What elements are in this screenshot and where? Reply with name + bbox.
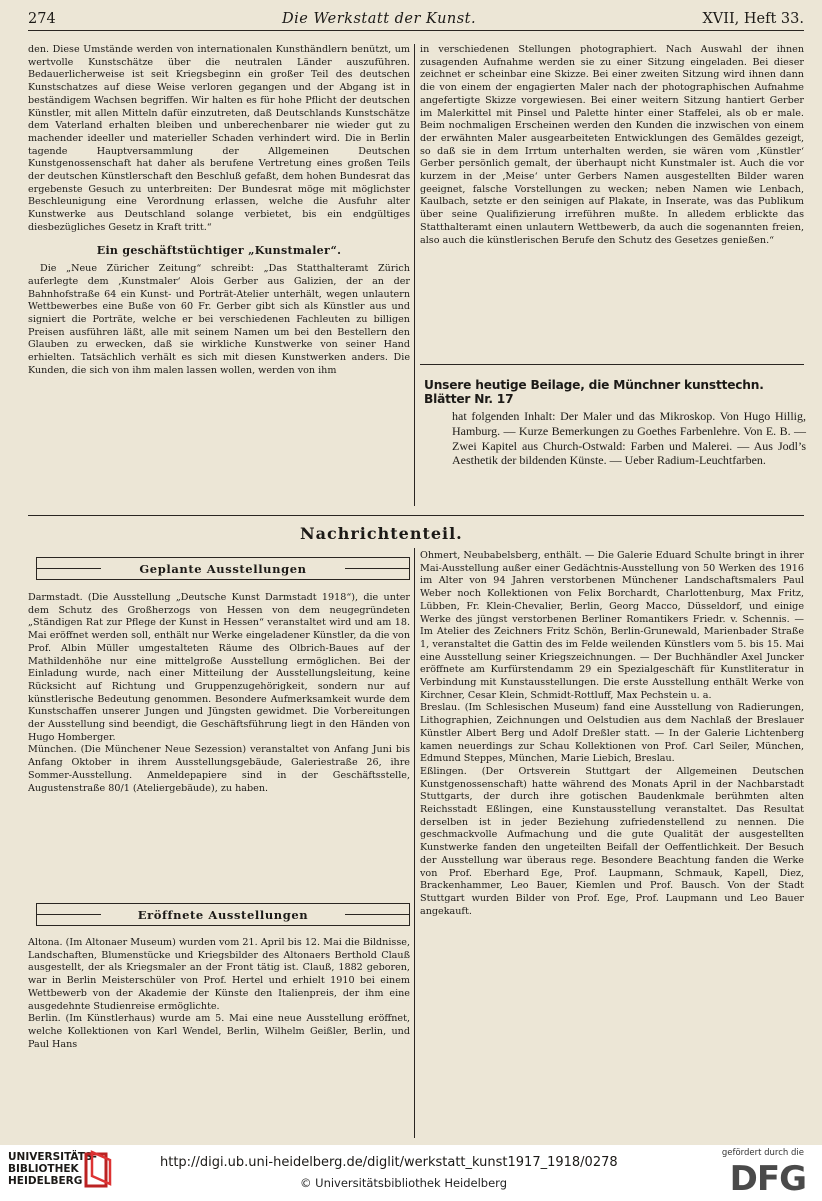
heading-opened-exhibitions: Eröffnete Ausstellungen [137, 907, 309, 922]
dfg-logo: DFG [729, 1159, 806, 1199]
heading-box-opened [36, 903, 410, 926]
left-top-column [28, 44, 410, 507]
article-continuation: den. Diese Umstände werden von internationalen Kunsthändlern benützt, um wertvolle Kunstschätze über die neutralen Länder auszuführen. Bedauerlicherweise ist seit Kriegsbeginn ein großer Teil des deutschen Kunstschatzes auf diese Weise verloren gegangen und der Abgang ist in beständigem Wachsen begriffen. Wir halten es für hohe Pflicht der deutschen Künstler, mit allen Mitteln dafür einzutreten, daß Deutschlands Kunstschätze dem Vaterland erhalten bleiben und unberechenbarer nie wieder gut zu machender ideeller und materieller Schaden verhindert wird. Die in Berlin tagende Hauptversammlung der Allgemeinen Deutschen Kunstgenossenschaft hat daher als berufene Vertretung eines großen Teils der deutschen Künstlerschaft den Beschluß gefaßt, dem hohen Bundesrat das ergebenste Gesuch zu unterbreiten: Der Bundesrat möge mit möglichster Beschleunigung eine Verordnung erlassen, welche die Ausfuhr alter Kunstwerke aus Deutschland solange verbietet, bis ein endgültiges diesbezügliches Gesetz in Kraft tritt.“ [28, 44, 410, 233]
right-bottom-column [420, 550, 804, 1138]
news-altona: Altona. (Im Altonaer Museum) wurden vom 21. April bis 12. Mai die Bildnisse, Landschaften, Blumenstücke und Kriegsbilder des Altonaers Berthold Clauß ausgestellt, der als Kriegsmaler an der Front tätig ist. Clauß, 1882 geboren, war in Berlin Meisterschüler von Prof. Hertel und erhielt 1910 bei einem Wettbewerb von der Akademie der Künste den Italienpreis, der ihm eine ausgedehnte Studienreise ermöglichte. [28, 937, 410, 1012]
library-name: UNIVERSITÄTS- BIBLIOTHEK HEIDELBERG [8, 1151, 97, 1187]
heading-box-planned [36, 557, 410, 580]
running-title: Die Werkstatt der Kunst. [282, 11, 477, 27]
article-subheading: Ein geschäftstüchtiger „Kunstmaler“. [96, 243, 342, 257]
beilage-body: hat folgenden Inhalt: Der Maler und das Mikroskop. Von Hugo Hillig, Hamburg. — Kurze Bemerkungen zu Goethes Farbenlehre. Von E. B. — Zwei Kapitel aus Church-Ostwald: Farben und Malerei. — Aus Jodl’s Aesthetik der bildenden Künste. — Ueber Radium-Leuchtfarben. [452, 409, 806, 468]
news-darmstadt: Darmstadt. (Die Ausstellung „Deutsche Kunst Darmstadt 1918“), die unter dem Schutz des Großherzogs von Hessen von dem neugegründeten „Ständigen Rat zur Pflege der Kunst in Hessen“ veranstaltet wird und am 18. Mai eröffnet werden soll, enthält nur Werke eingeladener Künstler, da die von Prof. Albin Müller umgestalteten Räume des Olbrich-Baues auf der Mathildenhöhe nur eine mittelgroße Ausstellung ermöglichen. Bei der Einladung wurde, nach einer Mitteilung der Ausstellungsleitung, keine Rücksicht auf Richtung und Gruppenzugehörigkeit, sondern nur auf künstlerische Bedeutung genommen. Besondere Aufmerksamkeit wurde dem Kunstschaffen unserer Jungen und Jüngsten gewidmet. Die Vorbereitungen der Ausstellung sind beendigt, die Geschäftsführung liegt in den Händen von Hugo Homberger. [28, 592, 410, 743]
article-paragraph: Die „Neue Züricher Zeitung“ schreibt: „Das Statthalteramt Zürich auferlegte dem ‚Kunstmaler‘ Alois Gerber aus Galizien, der an der Bahnhofstraße 64 ein Kunst- und Porträt-Atelier unterhält, wegen unlautern Wettbewerbes eine Buße von 60 Fr. Gerber gibt sich als Künstler aus und signiert die Porträte, welche er bei verschiedenen Fachleuten zu billigen Preisen ausführen läßt, alle mit seinem Namen um bei den Bestellern den Glauben zu erwecken, daß sie wirkliche Kunstwerke von seiner Hand erhielten. Tatsächlich verhält es sich mit diesen Kunstwerken anders. Die Kunden, die sich von ihm malen lassen wollen, werden von ihm [28, 263, 410, 376]
news-muenchen: München. (Die Münchener Neue Sezession) veranstaltet von Anfang Juni bis Anfang Oktober in ihrem Ausstellungsgebäude, Galeriestraße 26, ihre Sommer-Ausstellung. Anmeldepapiere sind in der Geschäftsstelle, Augustenstraße 80/1 (Ateliergebäude), zu haben. [28, 744, 410, 794]
funding-label: gefördert durch die [721, 1148, 804, 1158]
beilage-notice [424, 378, 806, 468]
page-number: 274 [28, 11, 56, 27]
column-divider [414, 548, 415, 1138]
library-logo-icon [82, 1150, 114, 1190]
source-url[interactable]: http://digi.ub.uni-heidelberg.de/diglit/werkstatt_kunst1917_1918/0278 [160, 1155, 618, 1170]
divider-line [420, 364, 804, 365]
news-berlin: Berlin. (Im Künstlerhaus) wurde am 5. Mai eine neue Ausstellung eröffnet, welche Kollektionen von Karl Wendel, Berlin, Wilhelm Geißler, Berlin, und Paul Hans [28, 1013, 410, 1050]
section-title: Nachrichtenteil. [300, 524, 463, 543]
news-berlin-continued: Ohmert, Neubabelsberg, enthält. — Die Galerie Eduard Schulte bringt in ihrer Mai-Ausstellung außer einer Gedächtnis-Ausstellung von 50 Werken des 1916 im Alter von 94 Jahren verstorbenen Münchener Landschaftsmalers Paul Weber noch Kollektionen von Felix Borchardt, Charlottenburg, Max Fritz, Lübben, Fr. Klein-Chevalier, Berlin, Georg Macco, Düsseldorf, und einige Werke des jüngst verstorbenen Berliner Romantikers Friedr. v. Schennis. — Im Atelier des Zeichners Fritz Schön, Berlin-Grunewald, Marienbader Straße 1, veranstaltet die Gattin des im Felde weilenden Künstlers vom 5. bis 15. Mai eine Ausstellung seiner Kriegszeichnungen. — Der Buchhändler Axel Juncker eröffnete am Kurfürstendamm 29 ein Spezialgeschäft für Kunstliteratur in Verbindung mit Kunstausstellungen. Die erste Ausstellung enthält Werke von Kirchner, Cesar Klein, Schmidt-Rottluff, Max Pechstein u. a. [420, 550, 804, 701]
section-rule [28, 515, 804, 516]
article-paragraph: in verschiedenen Stellungen photographiert. Nach Auswahl der ihnen zusagenden Aufnahme werden sie zu einer Sitzung eingeladen. Bei dieser zeichnet er scheinbar eine Skizze. Bei einer zweiten Sitzung wird ihnen dann die von einem der engagierten Maler nach der photographischen Aufnahme angefertigte Skizze vorgewiesen. Bei einer weitern Sitzung hantiert Gerber im Malerkittel mit Pinsel und Palette hinter einer Staffelei, als ob er male. Beim nochmaligen Erscheinen werden den Kunden die inzwischen von einem der erwähnten Maler ausgearbeiteten Entwicklungen des Gemäldes gezeigt, so daß sie in dem Irrtum unterhalten werden, sie wären vom ‚Künstler‘ Gerber persönlich gemalt, der überhaupt nicht Kunstmaler ist. Auch die vor kurzem in der ‚Meise‘ unter Gerbers Namen ausgestellten Bilder waren geeignet, falsche Vorstellungen zu wecken; neben Namen wie Lenbach, Kaulbach, setzte er den seinigen auf Plakate, in Inserate, was das Publikum über seine Qualifizierung irreführen mußte. In alledem erblickte das Statthalteramt einen unlautern Wettbewerb, da auch die sogenannten freien, also auch die künstlerischen Berufe den Schutz des Gesetzes genießen.“ [420, 44, 804, 246]
news-esslingen: Eßlingen. (Der Ortsverein Stuttgart der Allgemeinen Deutschen Kunstgenossenschaft) hatte während des Monats April in der Nachbarstadt Stuttgarts, der durch ihre gotischen Baudenkmale berühmten alten Reichsstadt Eßlingen, eine Kunstausstellung veranstaltet. Das Resultat derselben ist in jeder Beziehung zufriedenstellend zu nennen. Die geschmackvolle Aufmachung und die gute Qualität der ausgestellten Kunstwerke fanden den ungeteilten Beifall der Oeffentlichkeit. Der Besuch der Ausstellung war überaus rege. Besondere Beachtung fanden die Werke von Prof. Eberhard Ege, Prof. Laupmann, Schmauk, Kapell, Diez, Brackenhammer, Leo Bauer, Kiemlen und Prof. Bausch. Von der Stadt Stuttgart wurden Bilder von Prof. Ege, Prof. Laupmann und Leo Bauer angekauft. [420, 765, 804, 917]
left-bottom-column-b [28, 937, 410, 1137]
running-header [28, 5, 804, 31]
left-bottom-column-a [28, 592, 410, 882]
heading-planned-exhibitions: Geplante Ausstellungen [139, 561, 307, 576]
digitization-footer [0, 1145, 822, 1201]
right-top-column [420, 44, 804, 346]
copyright-notice: © Universitätsbibliothek Heidelberg [300, 1176, 508, 1190]
beilage-title: Unsere heutige Beilage, die Münchner kunsttechn. Blätter Nr. 17 [424, 378, 764, 406]
column-divider [414, 44, 415, 506]
issue-label: XVII, Heft 33. [702, 11, 804, 27]
news-breslau: Breslau. (Im Schlesischen Museum) fand eine Ausstellung von Radierungen, Lithographien, Zeichnungen und Oelstudien aus dem Nachlaß der Breslauer Künstler Albert Berg und Adolf Dreßler statt. — In der Galerie Lichtenberg kamen neuerdings zur Schau Kollektionen von Prof. Carl Seiler, München, Edmund Steppes, München, Marie Liebich, Breslau. [420, 702, 804, 765]
